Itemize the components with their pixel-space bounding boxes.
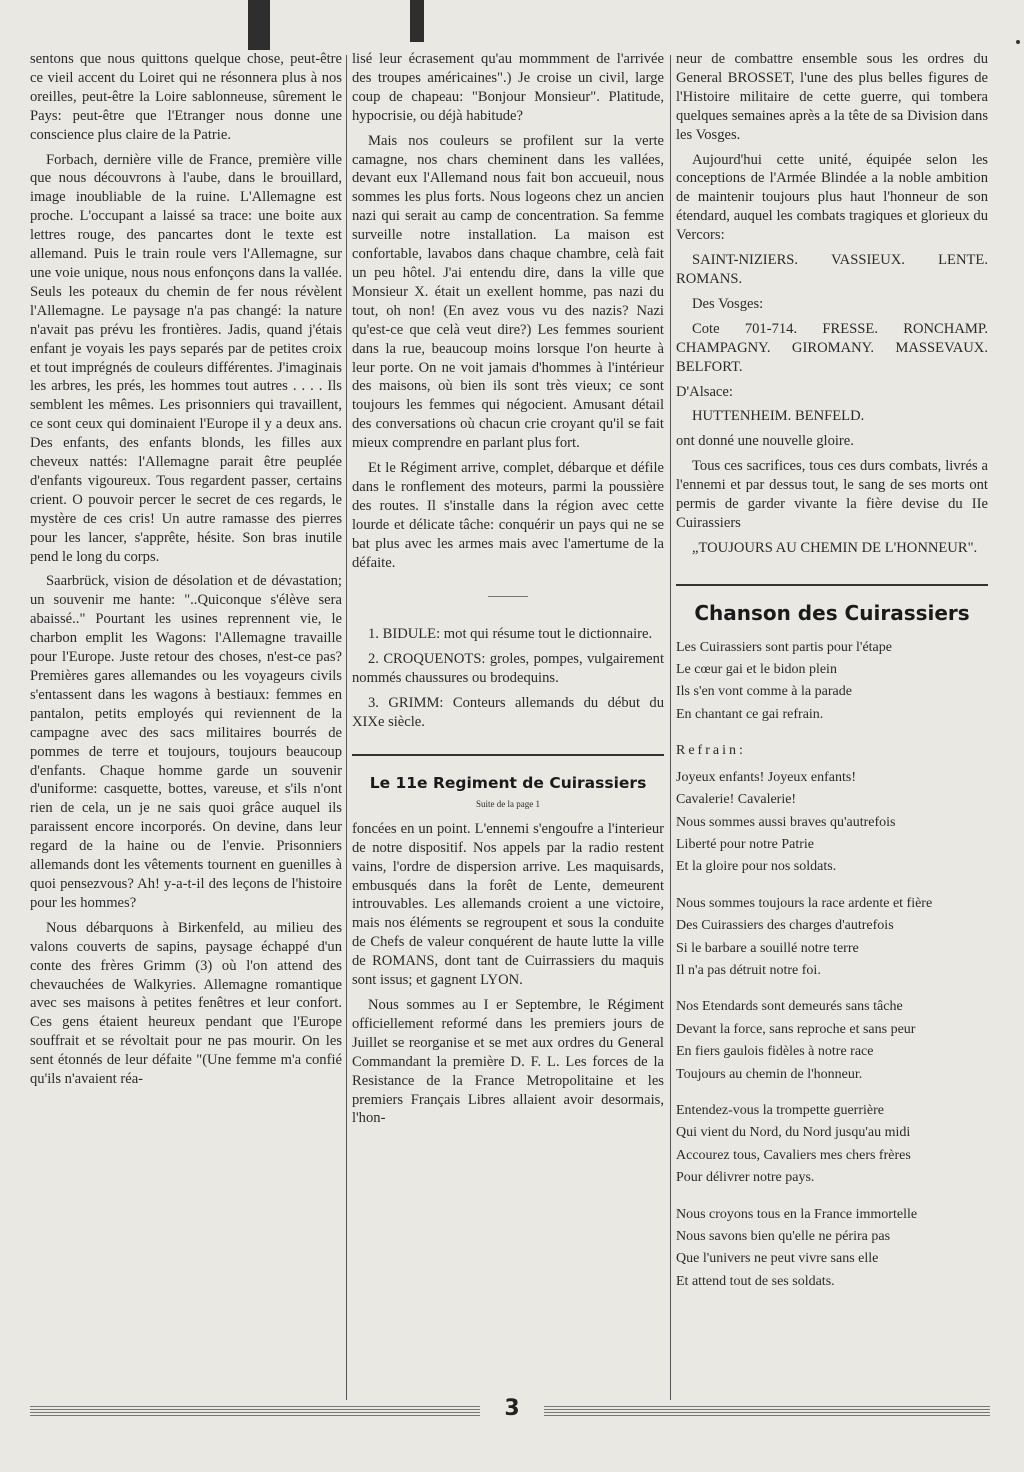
column-3	[676, 50, 988, 1307]
paragraph: Tous ces sacrifices, tous ces durs combats, livrés a l'ennemi et par dessus tout, le sang de ses morts ont permis de garder vivante la fière devise du IIe Cuirassiers	[676, 458, 988, 531]
paragraph: Mais nos couleurs se profilent sur la verte camagne, nos chars cheminent dans les vallées, devant eux l'Allemand nous fait bon accueuil, nous sommes les plus forts. Nous logeons chez un ancien nazi qui serait au camp de concentration. Sa femme surveille notre installation. La maison est confortable, lavabos dans chaque chambre, celà fait un peu hôtel. J'ai entendu dire, dans la ville que Monsieur X. était un exellent homme, pas nazi du tout, oh non! (En avez vous vu des nazis? Nazi qu'est-ce que celà veut dire?) Les femmes sourient dans la rue, beaucoup moins lorsque l'on heurte à leur porte. On ne voit jamais d'hommes à l'intérieur des maisons, où bien ils sont très vieux; ce sont toujours les femmes qui négocient. Amusant détail des conversations où chacun crie croyant qu'il se fait mieux comprendre en parlant plus fort.	[352, 132, 664, 452]
page-number: 3	[504, 1396, 520, 1421]
place-list: Cote 701-714. FRESSE. RONCHAMP. CHAMPAGNY. GIROMANY. MASSEVAUX. BELFORT.	[676, 320, 988, 375]
paragraph: Et le Régiment arrive, complet, débarque et défile dans le ronflement des moteurs, parmi la poussière des routes. Il s'installe dans la région avec cette lourde et délicate tâche: conquérir un pays qui ne se bat plus avec les armes mais avec l'amertume de la défaite.	[352, 460, 664, 571]
lyric-line: Toujours au chemin de l'honneur.	[676, 1066, 863, 1082]
page-footer	[30, 1396, 990, 1424]
footnote: 2. CROQUENOTS: groles, pompes, vulgairement nommés chaussures ou brodequins.	[352, 651, 664, 687]
torn-edge	[248, 0, 270, 50]
lyric-line: Si le barbare a souillé notre terre	[676, 940, 859, 956]
footnote: 1. BIDULE: mot qui résume tout le dictionnaire.	[368, 626, 653, 643]
lyric-line: Que l'univers ne peut vivre sans elle	[676, 1251, 879, 1267]
paragraph: sentons que nous quittons quelque chose, peut-être ce vieil accent du Loiret qui ne résonnera plus à nos oreilles, peut-être la Loire sablonneuse, sûrement le Pays: peut-être que l'Etranger nous donne une conscience plus claire de la Patrie.	[30, 51, 342, 143]
footnote: 3. GRIMM: Conteurs allemands du début du XIXe siècle.	[352, 695, 664, 731]
paragraph: Nous sommes au I er Septembre, le Régiment officiellement reformé dans les premiers jours de Juillet se reorganise et se met aux ordres du General Commandant la première D. F. L. Les forces de la Resistance de la France Metropolitaine et les premiers Français Libres allaient avoir desormais, l'hon-	[352, 996, 664, 1127]
paragraph: Forbach, dernière ville de France, première ville que nous découvrons à l'aube, dans le brouillard, image inoubliable de la ruine. L'Allemagne est proche. L'occupant a laissé sa trace: une boite aux lettres rouge, des pancartes dont le texte est allemand. Puis le train roule vers l'Allemagne, sur une voie unique, nous nous enfonçons dans la vallée. Seuls les poteaux du chemin de fer nous révèlent l'Allemagne. Le paysage n'a pas changé: la nature n'avait pas prévu les frontières. Jadis, quand j'étais enfant je voyais les pays separés par de petites croix et tout imprégnés de couleurs différentes. J'imaginais les arbres, les prés, les hommes tout autres . . . . Ils semblent les mêmes. Les prisonniers qui travaillent, ce sont ceux qui dominaient l'Europe il y a deux ans. Des enfants, des enfants blonds, les filles aux cheveux nattés: l'Allemagne parait être peuplée d'enfants vigoureux. Tous regardent passer, certains crient. O pouvoir percer le secret de ces regards, le mystère de ces cris! Un autre ramasse des pierres pour les lancer, s'apprête, hésite. Son bras inutile pend le long du corps.	[30, 151, 342, 565]
motto: „TOUJOURS AU CHEMIN DE L'HONNEUR".	[692, 539, 978, 556]
paragraph: Aujourd'hui cette unité, équipée selon les conceptions de l'Armée Blindée a la noble ambition de maintenir toujours plus haut l'honneur de son étendard, auquel les combats tragiques et glorieux du Vercors:	[676, 151, 988, 244]
lyric-line: Liberté pour notre Patrie	[676, 836, 815, 852]
paragraph: ont donné une nouvelle gloire.	[676, 433, 854, 450]
song-verse	[676, 996, 988, 1086]
lyric-line: Nous sommes aussi braves qu'autrefois	[676, 814, 896, 830]
song-verse	[676, 893, 988, 983]
column-1	[30, 50, 342, 1095]
song-verse	[676, 1100, 988, 1190]
lyric-line: Les Cuirassiers sont partis pour l'étape	[676, 639, 892, 655]
paragraph: Des Vosges:	[692, 295, 764, 312]
column-rule	[670, 55, 671, 1400]
lyric-line: Le cœur gai et le bidon plein	[676, 662, 837, 678]
punch-hole	[1016, 40, 1020, 44]
lyric-line: Nous savons bien qu'elle ne périra pas	[676, 1229, 891, 1244]
place-list: SAINT-NIZIERS. VASSIEUX. LENTE. ROMANS.	[676, 252, 988, 287]
paragraph: neur de combattre ensemble sous les ordres du General BROSSET, l'une des plus belles figures de l'Histoire militaire de cette guerre, qui tombera quelques semaines après a la tête de sa Division dans les Vosges.	[676, 51, 988, 143]
paragraph: foncées en un point. L'ennemi s'engoufre a l'interieur de notre dispositif. Nos appels par la radio restent vains, l'ordre de dispersion arrive. Les maquisards, embusqués dans la forêt de Lente, demeurent introuvables. Les allemands croient a une victoire, mais nos éléments se regroupent et sous la conduite de Chefs de valeur conquérent de haute lutte la ville de ROMANS, dont tant de Cuirrassiers du maquis sont issus; et gagnent LYON.	[352, 820, 664, 989]
torn-edge	[410, 0, 424, 42]
footer-rule	[544, 1406, 990, 1416]
lyric-line: Nous sommes toujours la race ardente et fière	[676, 895, 933, 911]
column-rule	[346, 55, 347, 1400]
song-title: Chanson des Cuirassiers	[694, 600, 970, 625]
lyric-line: Et la gloire pour nos soldats.	[676, 859, 837, 875]
lyric-line: Il n'a pas détruit notre foi.	[676, 962, 821, 978]
lyric-line: Accourez tous, Cavaliers mes chers frères	[676, 1147, 911, 1163]
lyric-line: Devant la force, sans reproche et sans peur	[676, 1021, 916, 1037]
paragraph: Nous débarquons à Birkenfeld, au milieu des valons couverts de sapins, paysage échappé d'un conte des frères Grimm (3) où l'on attend des chevauchées de Walkyries. Allemagne romantique avec ses maisons à petites fenêtres et leur confort. Ces gens étaient heureux pendant que l'Europe souffrait et se révoltait pour ne pas mourir. On les sent étonnés de leur défaite "(Une femme m'a confié qu'ils n'avaient réa-	[30, 919, 342, 1088]
lyric-line: Qui vient du Nord, du Nord jusqu'au midi	[676, 1125, 911, 1141]
section-divider	[352, 754, 664, 756]
paragraph: D'Alsace:	[676, 383, 733, 400]
place-list: HUTTENHEIM. BENFELD.	[692, 408, 865, 425]
article-subtitle: Suite de la page 1	[476, 798, 540, 809]
column-2	[352, 50, 664, 1134]
lyric-line: Entendez-vous la trompette guerrière	[676, 1102, 884, 1118]
lyric-line: En fiers gaulois fidèles à notre race	[676, 1044, 874, 1060]
paragraph: Saarbrück, vision de désolation et de dévastation; un souvenir me hante: "..Quiconque s'élève sera abaissé.." Pourtant les usines reprennent vie, le charbon emplit les Wagons: l'Allemagne travaille pour l'Europe. Juste retour des choses, n'est-ce pas? Premières gares allemandes ou les voyageurs civils s'entassent dans les wagons à bestiaux: femmes en pantalon, petits employés qui reviennent de la campagne avec des sacs militaires bourrés de pommes de terre et toujours, toujours beaucoup d'enfants. Chaque homme garde un souvenir d'uniforme: casquette, bottes, vareuse, et s'ils n'ont rien de cela, un je ne sais quoi grâce auquel ils paraissent encore incorporés. On devine, dans leur regard de la haine ou de l'envie. Prisonniers allemands dont les vêtements tournent en guenilles à quoi pensezvous? Ah! y-a-t-il des leçons de l'histoire pour les hommes?	[30, 573, 342, 911]
refrain-label: Refrain:	[676, 743, 746, 759]
song-refrain	[676, 740, 988, 878]
song-lyrics	[676, 637, 988, 1294]
lyric-line: Cavalerie! Cavalerie!	[676, 792, 797, 808]
lyric-line: En chantant ce gai refrain.	[676, 706, 824, 722]
lyric-line: Des Cuirassiers des charges d'autrefois	[676, 918, 894, 934]
paragraph: lisé leur écrasement qu'au mommment de l'arrivée des troupes américaines".) Je croise un civil, large coup de chapeau: "Bonjour Monsieur". Platitude, hypocrisie, ou déjà habitude?	[352, 51, 664, 124]
short-divider	[488, 596, 528, 597]
article-title: Le 11e Regiment de Cuirassiers	[369, 774, 647, 792]
lyric-line: Nos Etendards sont demeurés sans tâche	[676, 999, 903, 1015]
lyric-line: Ils s'en vont comme à la parade	[676, 684, 852, 700]
lyric-line: Pour délivrer notre pays.	[676, 1170, 815, 1186]
lyric-line: Et attend tout de ses soldats.	[676, 1273, 835, 1289]
song-verse	[676, 1204, 988, 1294]
section-divider	[676, 584, 988, 586]
lyric-line: Joyeux enfants! Joyeux enfants!	[676, 769, 857, 785]
lyric-line: Nous croyons tous en la France immortelle	[676, 1206, 918, 1222]
song-verse	[676, 637, 988, 727]
footer-rule	[30, 1406, 480, 1416]
